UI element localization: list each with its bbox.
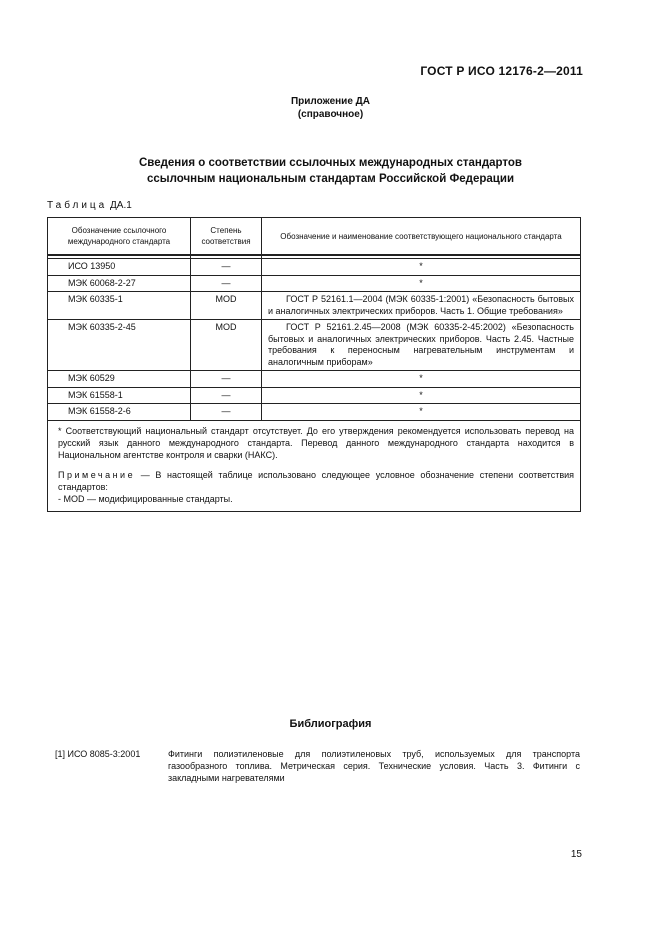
table-row (48, 387, 581, 404)
cell-national: * (262, 275, 581, 292)
cell-degree: — (191, 387, 262, 404)
cell-degree: MOD (191, 320, 262, 371)
note (58, 469, 574, 493)
table-label (47, 200, 132, 211)
standard-code: ГОСТ Р ИСО 12176-2—2011 (420, 64, 583, 78)
table-label-prefix: Таблица (47, 200, 108, 211)
page-number: 15 (570, 849, 582, 860)
table-row (48, 404, 581, 421)
table-row (48, 371, 581, 388)
table-label-id: ДА.1 (110, 200, 132, 211)
section-title-line1: Сведения о соответствии ссылочных международных стандартов (138, 157, 522, 169)
section-title-line2: ссылочным национальным стандартам Российской Федерации (146, 173, 515, 185)
cell-degree: — (191, 275, 262, 292)
table-header-row (48, 218, 581, 256)
cell-national: * (262, 404, 581, 421)
table-row (48, 275, 581, 292)
bibliography-title: Библиография (289, 718, 372, 730)
cell-degree: — (191, 371, 262, 388)
national-standard-text: ГОСТ Р 52161.2.45—2008 (МЭК 60335-2-45:2002) «Безопасность бытовых и аналогичных электрических приборов. Часть 2.45. Частные требования к переносным нагревательным инструментам и аналогичным приборам» (268, 322, 574, 367)
cell-ref: МЭК 61558-2-6 (48, 404, 191, 421)
table-row (48, 292, 581, 320)
cell-national: * (262, 387, 581, 404)
national-standard-text: ГОСТ Р 52161.1—2004 (МЭК 60335-1:2001) «Безопасность бытовых и аналогичных электрических приборов. Часть 1. Общие требования» (268, 294, 574, 316)
cell-degree: — (191, 259, 262, 276)
table-row (48, 259, 581, 276)
correspondence-table (47, 217, 581, 512)
bibliography-text: Фитинги полиэтиленовые для полиэтиленовых труб, используемых для транспорта газообразного топлива. Метрическая серия. Технические условия. Часть 3. Фитинги с закладными нагревателями (168, 749, 580, 783)
annex-title: Приложение ДА (290, 96, 371, 107)
cell-ref: МЭК 60529 (48, 371, 191, 388)
header-degree: Степень соответствия (191, 218, 262, 256)
header-national-standard: Обозначение и наименование соответствующего национального стандарта (262, 218, 581, 256)
cell-ref: МЭК 60335-2-45 (48, 320, 191, 371)
cell-national: * (262, 371, 581, 388)
cell-ref: МЭК 60068-2-27 (48, 275, 191, 292)
table-row (48, 320, 581, 371)
cell-national (262, 292, 581, 320)
cell-ref: МЭК 60335-1 (48, 292, 191, 320)
table-notes-row (48, 420, 581, 511)
annex-heading (0, 95, 661, 121)
table-notes (48, 420, 581, 511)
note-label: Примечание (58, 469, 136, 480)
cell-ref: МЭК 61558-1 (48, 387, 191, 404)
note-text: — В настоящей таблице использовано следующее условное обозначение степени соответствия стандартов: (58, 469, 574, 492)
cell-degree: — (191, 404, 262, 421)
section-title (0, 155, 661, 187)
note-item: - MOD — модифицированные стандарты. (58, 493, 233, 504)
cell-national: * (262, 259, 581, 276)
cell-degree: MOD (191, 292, 262, 320)
cell-ref: ИСО 13950 (48, 259, 191, 276)
header-international-ref: Обозначение ссылочного международного стандарта (48, 218, 191, 256)
annex-kind: (справочное) (297, 109, 364, 120)
cell-national (262, 320, 581, 371)
footnote: * Соответствующий национальный стандарт отсутствует. До его утверждения рекомендуется использовать перевод на русский язык данного международного стандарта. Перевод данного международного стандарта находится в Национальном агентстве контроля и сварки (НАКС). (58, 425, 574, 460)
bibliography-ref: [1] ИСО 8085-3:2001 (55, 749, 141, 759)
